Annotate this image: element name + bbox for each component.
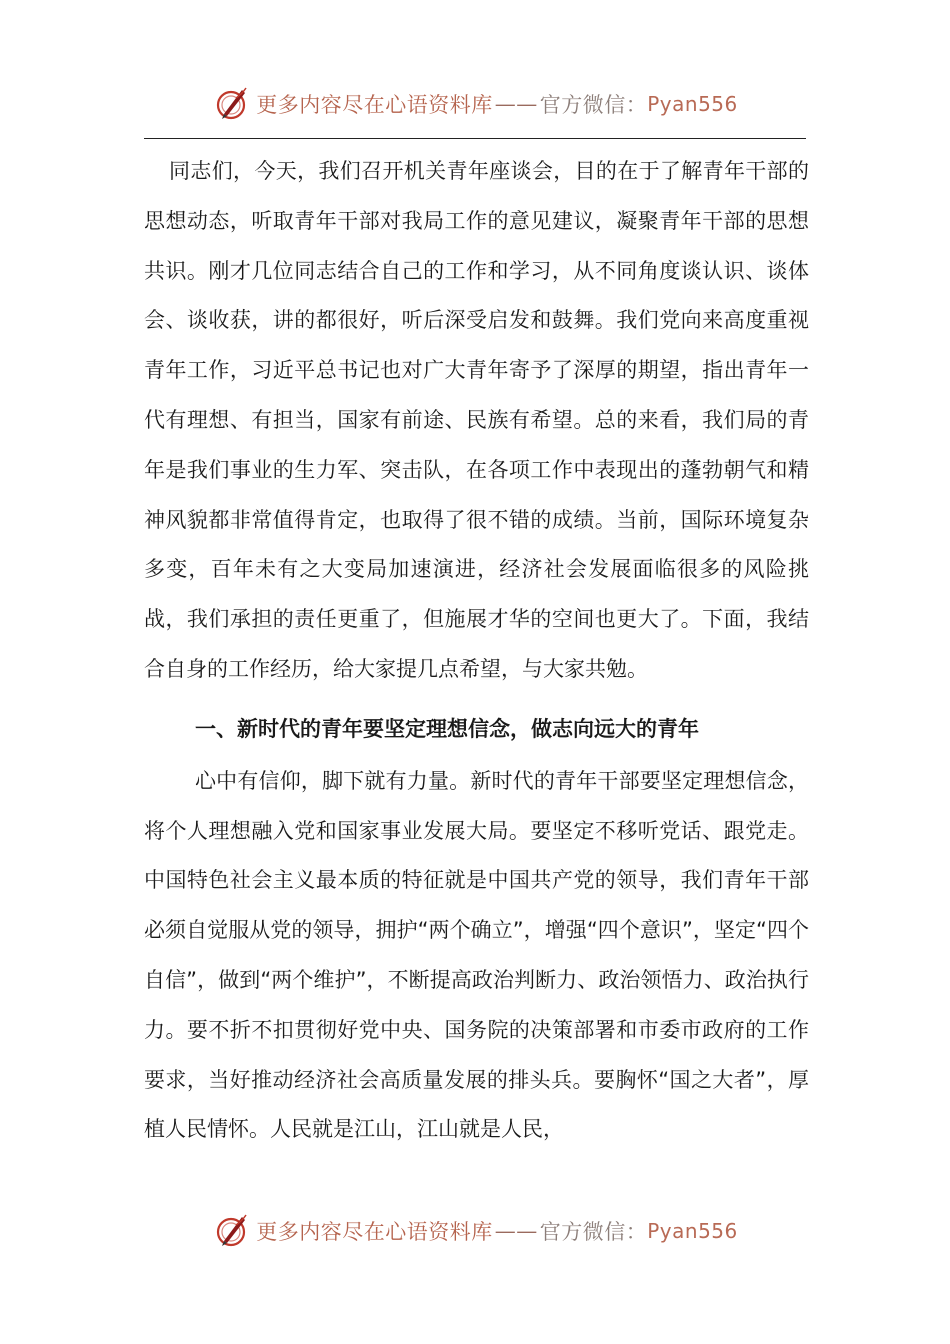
quill-pen-logo-icon: [212, 84, 252, 124]
watermark-brand-text: 更多内容尽在心语资料库: [256, 93, 493, 117]
header-divider: [144, 138, 806, 139]
body-paragraph: 同志们，今天，我们召开机关青年座谈会，目的在于了解青年干部的思想动态，听取青年干部对我局工作的意见建议，凝聚青年干部的思想共识。刚才几位同志结合自己的工作和学习，从不同角度谈认识、谈体会、谈收获，讲的都很好，听后深受启发和鼓舞。我们党向来高度重视青年工作，习近平总书记也对广大青年寄予了深厚的期望，指出青年一代有理想、有担当，国家有前途、民族有希望。总的来看，我们局的青年是我们事业的生力军、突击队，在各项工作中表现出的蓬勃朝气和精神风貌都非常值得肯定，也取得了很不错的成绩。当前，国际环境复杂多变，百年未有之大变局加速演进，经济社会发展面临很多的风险挑战，我们承担的责任更重了，但施展才华的空间也更大了。下面，我结合自身的工作经历，给大家提几点希望，与大家共勉。: [144, 159, 809, 681]
watermark-wechat-label: 官方微信：: [539, 1220, 648, 1244]
watermark-wechat-id: Pyan556: [647, 1219, 738, 1243]
document-body: [144, 147, 809, 1155]
section-heading: 一、新时代的青年要坚定理想信念，做志向远大的青年: [195, 716, 699, 741]
footer-watermark: [0, 1209, 950, 1253]
quill-pen-logo-icon: [212, 1211, 252, 1251]
watermark-dash: ——: [494, 1219, 538, 1243]
header-watermark: [0, 82, 950, 126]
body-paragraph: 心中有信仰，脚下就有力量。新时代的青年干部要坚定理想信念，将个人理想融入党和国家事业发展大局。要坚定不移听党话、跟党走。中国特色社会主义最本质的特征就是中国共产党的领导，我们青年干部必须自觉服从党的领导，拥护“两个确立”，增强“四个意识”，坚定“四个自信”，做到“两个维护”，不断提高政治判断力、政治领悟力、政治执行力。要不折不扣贯彻好党中央、国务院的决策部署和市委市政府的工作要求，当好推动经济社会高质量发展的排头兵。要胸怀“国之大者”，厚植人民情怀。人民就是江山，江山就是人民，: [144, 768, 809, 1142]
watermark-dash: ——: [494, 92, 538, 116]
watermark-wechat-label: 官方微信：: [539, 93, 648, 117]
watermark-wechat-id: Pyan556: [647, 92, 738, 116]
watermark-brand-text: 更多内容尽在心语资料库: [256, 1220, 493, 1244]
